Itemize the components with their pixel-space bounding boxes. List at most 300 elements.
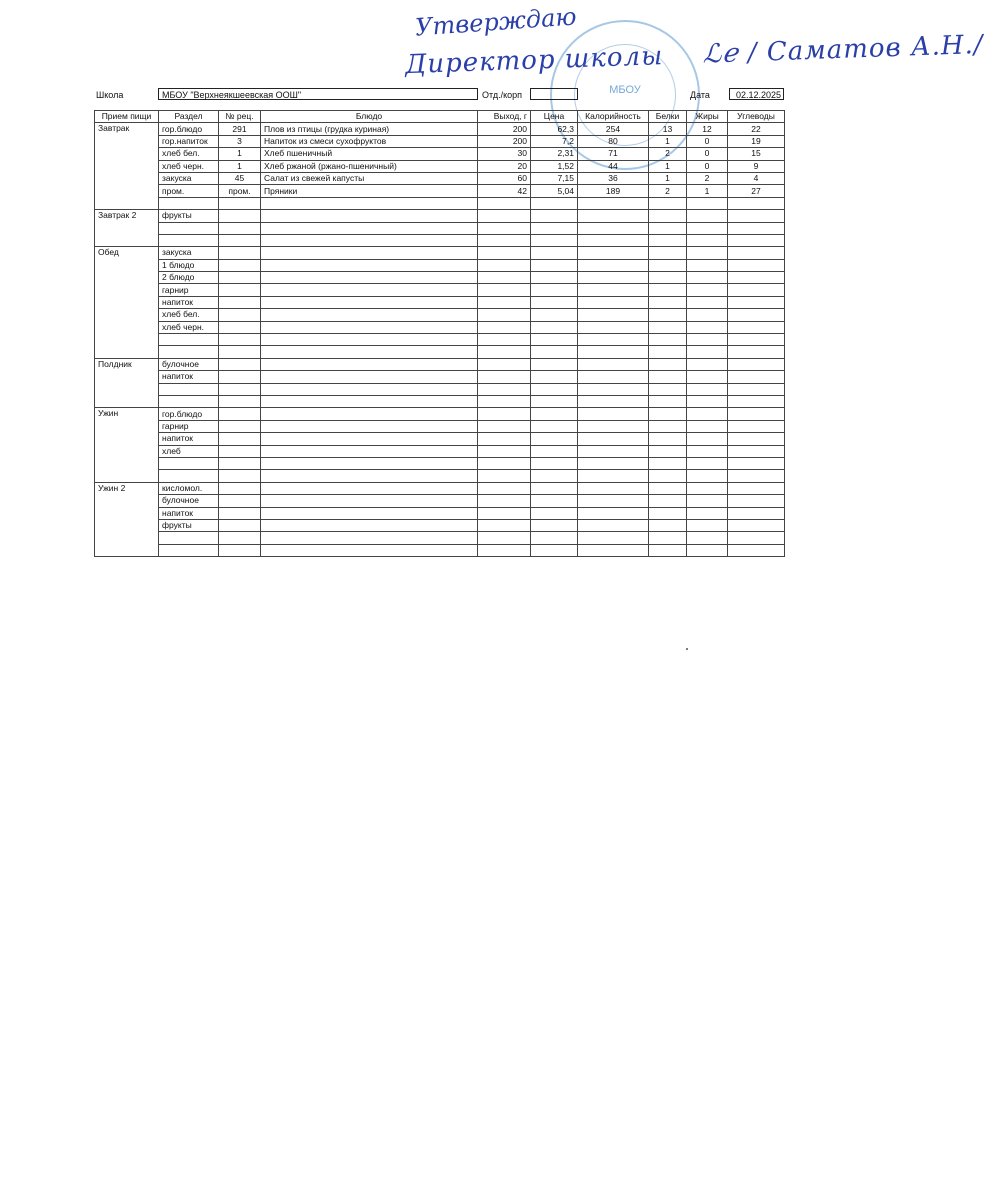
cell-carb (728, 321, 785, 333)
cell-fat (687, 507, 728, 519)
cell-rec (219, 210, 261, 222)
table-row (95, 383, 785, 395)
cell-rec (219, 482, 261, 494)
cell-prot (649, 222, 687, 234)
cell-cal (578, 321, 649, 333)
cell-dish (261, 420, 478, 432)
cell-cal: 80 (578, 135, 649, 147)
cell-fat (687, 197, 728, 209)
cell-dish (261, 334, 478, 346)
cell-price (531, 371, 578, 383)
cell-section (159, 544, 219, 556)
school-value: МБОУ "Верхнеякшеевская ООШ" (158, 88, 478, 100)
cell-out (478, 408, 531, 420)
cell-cal (578, 507, 649, 519)
col-header: Белки (649, 111, 687, 123)
cell-prot (649, 433, 687, 445)
cell-dish: Хлеб пшеничный (261, 148, 478, 160)
cell-cal (578, 495, 649, 507)
cell-dish (261, 519, 478, 531)
cell-out (478, 321, 531, 333)
cell-prot: 1 (649, 160, 687, 172)
cell-fat (687, 321, 728, 333)
cell-cal (578, 383, 649, 395)
cell-rec (219, 457, 261, 469)
cell-cal (578, 222, 649, 234)
table-row (95, 148, 785, 160)
cell-price (531, 234, 578, 246)
cell-dish: Плов из птицы (грудка куриная) (261, 123, 478, 135)
director-signature: ℒℯ (701, 38, 740, 70)
cell-dish (261, 532, 478, 544)
cell-rec (219, 284, 261, 296)
cell-dish (261, 408, 478, 420)
cell-out (478, 296, 531, 308)
table-header-row (95, 111, 785, 123)
cell-fat (687, 495, 728, 507)
cell-prot (649, 309, 687, 321)
cell-section: хлеб черн. (159, 321, 219, 333)
cell-section: закуска (159, 172, 219, 184)
cell-fat (687, 358, 728, 370)
cell-price (531, 197, 578, 209)
date-label: Дата (690, 90, 710, 100)
cell-section: 2 блюдо (159, 272, 219, 284)
approval-line-1: Утверждаю (414, 2, 578, 42)
cell-rec (219, 371, 261, 383)
dept-label: Отд./корп (482, 90, 522, 100)
cell-dish (261, 284, 478, 296)
cell-out (478, 457, 531, 469)
cell-fat (687, 272, 728, 284)
cell-prot (649, 519, 687, 531)
cell-prot: 1 (649, 135, 687, 147)
cell-fat (687, 346, 728, 358)
cell-prot (649, 259, 687, 271)
cell-rec (219, 346, 261, 358)
cell-prot (649, 247, 687, 259)
cell-section: хлеб бел. (159, 148, 219, 160)
cell-price (531, 346, 578, 358)
cell-section (159, 383, 219, 395)
cell-out (478, 507, 531, 519)
cell-cal (578, 420, 649, 432)
cell-out: 42 (478, 185, 531, 197)
cell-price (531, 284, 578, 296)
cell-rec (219, 470, 261, 482)
cell-carb (728, 470, 785, 482)
cell-prot (649, 358, 687, 370)
cell-carb (728, 234, 785, 246)
cell-rec (219, 519, 261, 531)
cell-cal (578, 457, 649, 469)
cell-prot (649, 544, 687, 556)
cell-fat (687, 309, 728, 321)
cell-out: 200 (478, 123, 531, 135)
cell-dish: Напиток из смеси сухофруктов (261, 135, 478, 147)
cell-fat (687, 334, 728, 346)
cell-rec (219, 495, 261, 507)
table-row (95, 259, 785, 271)
cell-carb: 19 (728, 135, 785, 147)
cell-dish (261, 470, 478, 482)
cell-section: хлеб черн. (159, 160, 219, 172)
cell-out (478, 371, 531, 383)
cell-prot (649, 470, 687, 482)
cell-carb (728, 210, 785, 222)
cell-carb (728, 420, 785, 432)
cell-dish: Хлеб ржаной (ржано-пшеничный) (261, 160, 478, 172)
cell-price (531, 272, 578, 284)
cell-out (478, 210, 531, 222)
cell-prot: 2 (649, 148, 687, 160)
cell-carb (728, 408, 785, 420)
cell-cal (578, 482, 649, 494)
cell-section: гарнир (159, 284, 219, 296)
cell-section (159, 197, 219, 209)
cell-cal (578, 408, 649, 420)
cell-prot (649, 334, 687, 346)
cell-cal: 44 (578, 160, 649, 172)
cell-carb (728, 445, 785, 457)
cell-price (531, 408, 578, 420)
cell-rec (219, 383, 261, 395)
cell-rec (219, 296, 261, 308)
cell-cal (578, 210, 649, 222)
cell-prot: 13 (649, 123, 687, 135)
cell-carb (728, 457, 785, 469)
cell-carb (728, 296, 785, 308)
cell-rec (219, 433, 261, 445)
cell-dish (261, 296, 478, 308)
cell-fat: 12 (687, 123, 728, 135)
cell-rec: пром. (219, 185, 261, 197)
cell-out (478, 420, 531, 432)
col-header: Блюдо (261, 111, 478, 123)
cell-fat (687, 482, 728, 494)
cell-carb (728, 358, 785, 370)
cell-rec (219, 309, 261, 321)
cell-carb (728, 532, 785, 544)
cell-prot (649, 383, 687, 395)
table-row (95, 532, 785, 544)
cell-dish (261, 383, 478, 395)
director-name: / Саматов А.Н./ (747, 29, 984, 69)
cell-fat (687, 544, 728, 556)
cell-carb (728, 371, 785, 383)
cell-prot (649, 321, 687, 333)
director-title: Директор школы (404, 41, 664, 81)
cell-price (531, 309, 578, 321)
cell-section: напиток (159, 507, 219, 519)
cell-rec: 291 (219, 123, 261, 135)
cell-out (478, 197, 531, 209)
cell-section (159, 457, 219, 469)
meal-name: Ужин 2 (95, 482, 159, 556)
cell-out (478, 234, 531, 246)
cell-carb (728, 272, 785, 284)
cell-out (478, 532, 531, 544)
table-row (95, 395, 785, 407)
cell-out (478, 272, 531, 284)
dept-value (530, 88, 578, 100)
cell-price (531, 334, 578, 346)
cell-prot (649, 296, 687, 308)
cell-fat: 1 (687, 185, 728, 197)
cell-rec (219, 234, 261, 246)
cell-price (531, 395, 578, 407)
cell-dish: Салат из свежей капусты (261, 172, 478, 184)
cell-prot (649, 272, 687, 284)
cell-out (478, 482, 531, 494)
table-row (95, 135, 785, 147)
cell-fat (687, 222, 728, 234)
cell-out (478, 334, 531, 346)
cell-carb (728, 309, 785, 321)
cell-section (159, 222, 219, 234)
cell-fat (687, 259, 728, 271)
cell-section: напиток (159, 433, 219, 445)
meal-name: Завтрак (95, 123, 159, 210)
cell-out: 60 (478, 172, 531, 184)
cell-prot (649, 284, 687, 296)
scan-speck (686, 648, 688, 650)
table-row (95, 482, 785, 494)
cell-fat (687, 470, 728, 482)
cell-out (478, 544, 531, 556)
cell-prot (649, 234, 687, 246)
cell-price: 5,04 (531, 185, 578, 197)
cell-dish (261, 222, 478, 234)
cell-rec (219, 259, 261, 271)
cell-carb: 22 (728, 123, 785, 135)
cell-price (531, 433, 578, 445)
cell-carb: 15 (728, 148, 785, 160)
cell-carb (728, 259, 785, 271)
cell-rec (219, 197, 261, 209)
cell-dish (261, 234, 478, 246)
cell-price (531, 482, 578, 494)
cell-price (531, 296, 578, 308)
cell-dish (261, 210, 478, 222)
cell-fat: 0 (687, 135, 728, 147)
cell-section: напиток (159, 296, 219, 308)
cell-section: кисломол. (159, 482, 219, 494)
cell-cal: 36 (578, 172, 649, 184)
cell-price: 7,2 (531, 135, 578, 147)
cell-section: пром. (159, 185, 219, 197)
cell-section (159, 234, 219, 246)
cell-section: гор.блюдо (159, 123, 219, 135)
cell-price (531, 259, 578, 271)
cell-price (531, 222, 578, 234)
cell-carb (728, 395, 785, 407)
table-row (95, 420, 785, 432)
cell-carb (728, 433, 785, 445)
cell-cal (578, 395, 649, 407)
cell-prot (649, 210, 687, 222)
cell-cal (578, 519, 649, 531)
cell-fat (687, 247, 728, 259)
cell-dish (261, 346, 478, 358)
cell-dish (261, 321, 478, 333)
table-row (95, 346, 785, 358)
cell-rec (219, 532, 261, 544)
cell-rec (219, 272, 261, 284)
cell-rec: 45 (219, 172, 261, 184)
cell-rec (219, 544, 261, 556)
cell-cal (578, 197, 649, 209)
cell-section: напиток (159, 371, 219, 383)
table-row (95, 123, 785, 135)
cell-price (531, 495, 578, 507)
cell-out (478, 383, 531, 395)
cell-price (531, 519, 578, 531)
table-row (95, 371, 785, 383)
cell-section (159, 346, 219, 358)
table-row (95, 272, 785, 284)
cell-prot: 2 (649, 185, 687, 197)
table-row (95, 507, 785, 519)
cell-carb (728, 495, 785, 507)
stamp-text: МБОУ (609, 84, 641, 96)
cell-fat (687, 395, 728, 407)
cell-rec (219, 247, 261, 259)
cell-cal (578, 234, 649, 246)
cell-prot (649, 445, 687, 457)
school-label: Школа (96, 90, 124, 100)
cell-carb (728, 197, 785, 209)
cell-section: хлеб бел. (159, 309, 219, 321)
cell-out (478, 309, 531, 321)
cell-fat (687, 284, 728, 296)
cell-dish (261, 457, 478, 469)
cell-out (478, 247, 531, 259)
cell-out (478, 495, 531, 507)
cell-out: 30 (478, 148, 531, 160)
cell-dish (261, 309, 478, 321)
cell-rec (219, 321, 261, 333)
cell-section: 1 блюдо (159, 259, 219, 271)
cell-fat (687, 210, 728, 222)
cell-section: булочное (159, 358, 219, 370)
table-row (95, 160, 785, 172)
meal-name: Ужин (95, 408, 159, 482)
cell-prot (649, 482, 687, 494)
cell-fat (687, 234, 728, 246)
cell-fat: 0 (687, 160, 728, 172)
cell-section (159, 395, 219, 407)
table-row (95, 495, 785, 507)
cell-carb (728, 334, 785, 346)
table-row (95, 358, 785, 370)
table-row (95, 309, 785, 321)
cell-cal (578, 532, 649, 544)
cell-dish (261, 544, 478, 556)
cell-price (531, 247, 578, 259)
meal-name: Полдник (95, 358, 159, 408)
cell-prot (649, 197, 687, 209)
cell-fat (687, 445, 728, 457)
cell-carb (728, 247, 785, 259)
cell-section: булочное (159, 495, 219, 507)
cell-rec (219, 420, 261, 432)
cell-cal (578, 272, 649, 284)
cell-cal: 254 (578, 123, 649, 135)
cell-fat (687, 532, 728, 544)
cell-section: гор.напиток (159, 135, 219, 147)
cell-rec (219, 408, 261, 420)
cell-out (478, 433, 531, 445)
cell-out (478, 259, 531, 271)
cell-price: 7,15 (531, 172, 578, 184)
cell-dish (261, 482, 478, 494)
cell-carb: 4 (728, 172, 785, 184)
cell-fat (687, 408, 728, 420)
cell-section: хлеб (159, 445, 219, 457)
col-header: № рец. (219, 111, 261, 123)
cell-out: 20 (478, 160, 531, 172)
cell-price (531, 532, 578, 544)
cell-prot (649, 495, 687, 507)
cell-section: фрукты (159, 210, 219, 222)
table-row (95, 445, 785, 457)
meal-name: Завтрак 2 (95, 210, 159, 247)
cell-section (159, 470, 219, 482)
cell-cal (578, 296, 649, 308)
cell-price: 2,31 (531, 148, 578, 160)
table-row (95, 334, 785, 346)
cell-dish (261, 445, 478, 457)
cell-cal (578, 544, 649, 556)
cell-cal (578, 259, 649, 271)
cell-out (478, 470, 531, 482)
cell-dish (261, 259, 478, 271)
cell-carb (728, 519, 785, 531)
table-row (95, 172, 785, 184)
col-header: Цена (531, 111, 578, 123)
cell-rec (219, 358, 261, 370)
cell-carb (728, 222, 785, 234)
cell-fat (687, 420, 728, 432)
cell-cal: 189 (578, 185, 649, 197)
cell-cal (578, 358, 649, 370)
table-row (95, 284, 785, 296)
cell-prot (649, 420, 687, 432)
cell-out (478, 519, 531, 531)
table-row (95, 234, 785, 246)
cell-fat: 0 (687, 148, 728, 160)
cell-prot (649, 507, 687, 519)
cell-carb: 9 (728, 160, 785, 172)
cell-prot (649, 408, 687, 420)
cell-prot (649, 395, 687, 407)
col-header: Жиры (687, 111, 728, 123)
col-header: Раздел (159, 111, 219, 123)
cell-dish (261, 495, 478, 507)
cell-out (478, 346, 531, 358)
table-row (95, 544, 785, 556)
cell-cal (578, 470, 649, 482)
cell-price (531, 470, 578, 482)
date-value: 02.12.2025 (729, 88, 784, 100)
col-header: Прием пищи (95, 111, 159, 123)
menu-body (95, 123, 785, 557)
col-header: Углеводы (728, 111, 785, 123)
cell-prot (649, 457, 687, 469)
table-row (95, 197, 785, 209)
col-header: Калорийность (578, 111, 649, 123)
